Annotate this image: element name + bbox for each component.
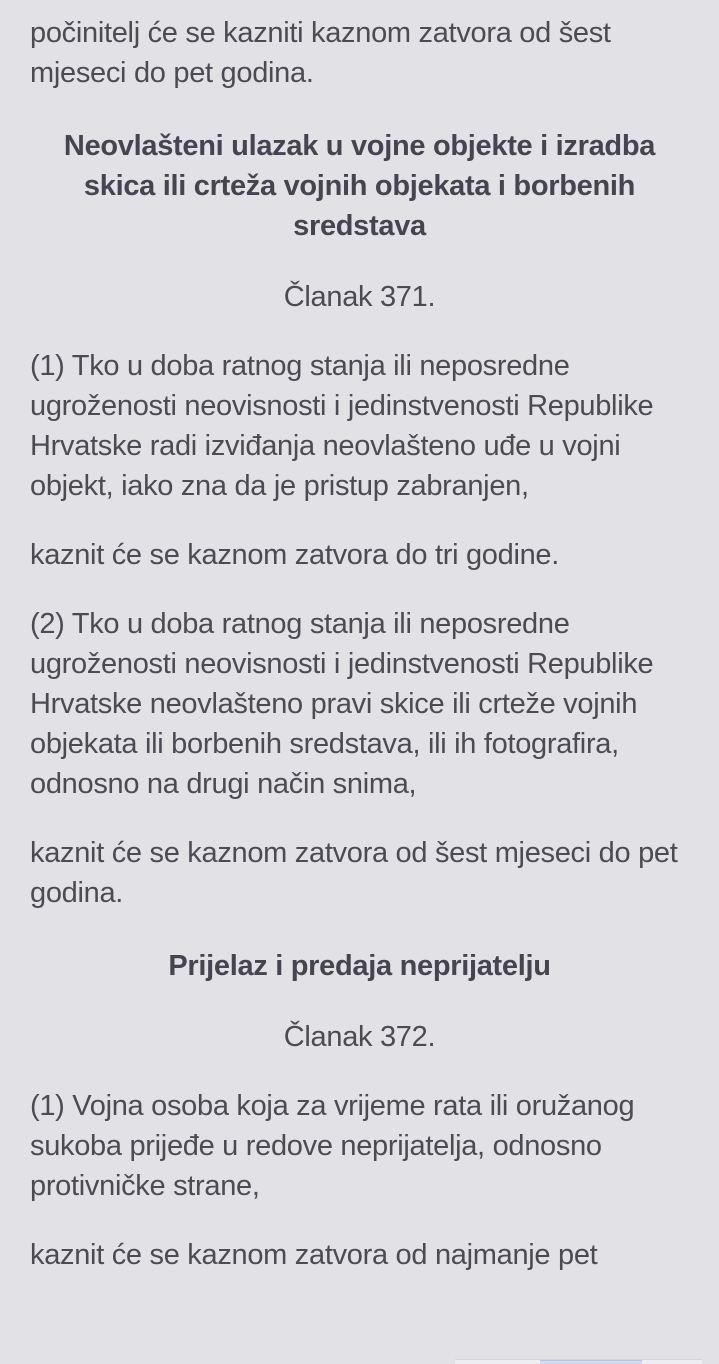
article-number-371: Članak 371.	[283, 281, 436, 313]
paragraph-371-1-penalty: kaznit će se kaznom zatvora do tri godine.	[30, 539, 560, 571]
article-number-372: Članak 372.	[283, 1021, 436, 1053]
section-heading-unauthorized-entry: Neovlašteni ulazak u vojne objekte i izradba skica ili crteža vojnih objekata i borbenih sredstava	[63, 130, 656, 242]
section-heading-defection: Prijelaz i predaja neprijatelju	[168, 950, 551, 982]
paragraph-penalty: počinitelj će se kazniti kaznom zatvora od šest mjeseci do pet godina.	[30, 17, 611, 89]
paragraph-371-1: (1) Tko u doba ratnog stanja ili neposredne ugroženosti neovisnosti i jedinstvenosti Republike Hrvatske radi izviđanja neovlašteno uđe u vojni objekt, iako zna da je pristup zabranjen,	[30, 350, 654, 502]
bottom-overlay-strip-accent	[540, 1360, 642, 1364]
paragraph-371-2: (2) Tko u doba ratnog stanja ili neposredne ugroženosti neovisnosti i jedinstvenosti Republike Hrvatske neovlašteno pravi skice ili crteže vojnih objekata ili borbenih sredstava, ili ih fotografira, odnosno na drugi način snima,	[30, 608, 654, 800]
paragraph-372-1: (1) Vojna osoba koja za vrijeme rata ili oružanog sukoba prijeđe u redove neprijatelja, odnosno protivničke strane,	[30, 1090, 635, 1202]
paragraph-372-1-penalty: kaznit će se kaznom zatvora od najmanje pet	[30, 1239, 598, 1271]
paragraph-371-2-penalty: kaznit će se kaznom zatvora od šest mjeseci do pet godina.	[30, 837, 678, 909]
bottom-overlay-strip	[455, 1359, 702, 1364]
